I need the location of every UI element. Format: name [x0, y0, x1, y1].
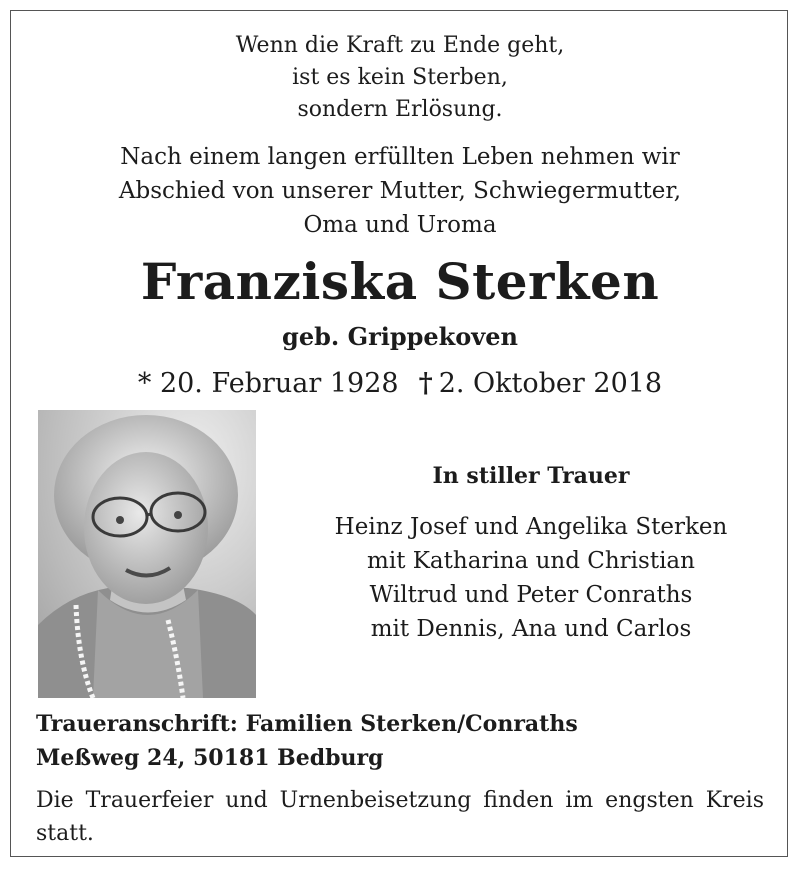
verse-line: ist es kein Sterben, — [292, 65, 508, 90]
intro-line: Abschied von unserer Mutter, Schwiegermutter, — [118, 178, 682, 204]
portrait-illustration — [38, 410, 256, 698]
mourner-line: Wiltrud und Peter Conraths — [369, 582, 693, 608]
mourner-line: Heinz Josef und Angelika Sterken — [334, 514, 728, 540]
verse — [0, 30, 800, 126]
life-dates — [0, 364, 800, 404]
intro-line: Nach einem langen erfüllten Leben nehmen wir — [120, 144, 680, 170]
mourner-line: mit Dennis, Ana und Carlos — [370, 616, 692, 642]
death-date: 2. Oktober 2018 — [438, 368, 663, 399]
cross-icon: † — [418, 368, 433, 399]
maiden-name: geb. Grippekoven — [282, 322, 518, 351]
intro-line: Oma und Uroma — [303, 212, 497, 238]
deceased-name: Franziska Sterken — [140, 252, 660, 311]
address-line: Traueranschrift: Familien Sterken/Conraths — [36, 711, 578, 737]
mourning-address — [36, 707, 578, 775]
birth-date: * 20. Februar 1928 — [137, 368, 399, 399]
mourner-line: mit Katharina und Christian — [367, 548, 695, 574]
funeral-notice: Die Trauerfeier und Urnenbeisetzung finden im engsten Kreis statt. — [36, 788, 764, 846]
address-line: Meßweg 24, 50181 Bedburg — [36, 745, 384, 771]
mourning-title: In stiller Trauer — [432, 463, 630, 489]
mourner-list — [296, 510, 766, 646]
portrait-photo — [38, 410, 256, 698]
verse-line: Wenn die Kraft zu Ende geht, — [235, 33, 565, 58]
intro-text — [0, 140, 800, 242]
verse-line: sondern Erlösung. — [297, 97, 503, 122]
